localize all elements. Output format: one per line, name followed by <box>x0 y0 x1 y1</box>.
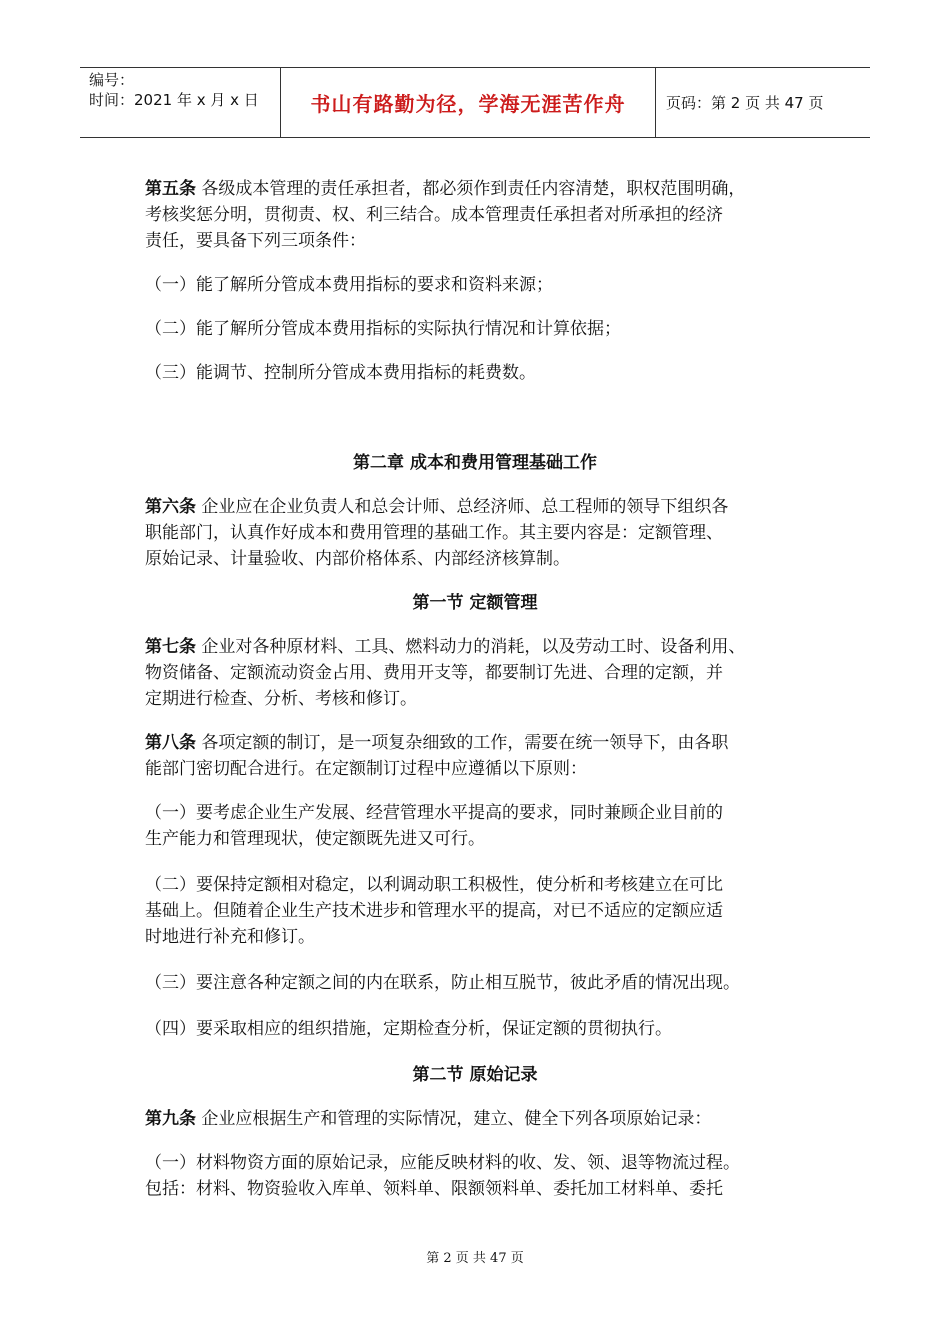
article-number: 第七条 <box>145 637 196 657</box>
article-text: 企业应根据生产和管理的实际情况，建立、健全下列各项原始记录： <box>196 1109 712 1129</box>
paragraph-line <box>145 634 805 660</box>
list-paragraph <box>145 1150 805 1202</box>
article-paragraph <box>145 730 805 782</box>
paragraph-line <box>145 730 805 756</box>
section-heading: 第二章 成本和费用管理基础工作 <box>353 453 597 473</box>
paragraph-line: （二）要保持定额相对稳定，以利调动职工积极性，使分析和考核建立在可比 <box>145 875 723 895</box>
list-paragraph <box>145 360 805 386</box>
paragraph-line <box>145 1106 805 1132</box>
article-number: 第八条 <box>145 733 196 753</box>
paragraph-line: 包括：材料、物资验收入库单、领料单、限额领料单、委托加工材料单、委托 <box>145 1179 723 1199</box>
paragraph-line: （三）能调节、控制所分管成本费用指标的耗费数。 <box>145 363 536 383</box>
list-paragraph <box>145 272 805 298</box>
section-heading: 第二节 原始记录 <box>412 1065 538 1085</box>
paragraph-line: （四）要采取相应的组织措施，定期检查分析，保证定额的贯彻执行。 <box>145 1019 672 1039</box>
paragraph-line: 考核奖惩分明，贯彻责、权、利三结合。成本管理责任承担者对所承担的经济 <box>145 205 723 225</box>
paragraph-line: 职能部门，认真作好成本和费用管理的基础工作。其主要内容是：定额管理、 <box>145 523 723 543</box>
paragraph-line: 基础上。但随着企业生产技术进步和管理水平的提高，对已不适应的定额应适 <box>145 901 723 921</box>
header-meta <box>80 68 281 137</box>
article-paragraph <box>145 494 805 572</box>
paragraph-line: （一）材料物资方面的原始记录，应能反映材料的收、发、领、退等物流过程。 <box>145 1153 740 1173</box>
article-number: 第六条 <box>145 497 196 517</box>
paragraph-line: 定期进行检查、分析、考核和修订。 <box>145 689 417 709</box>
article-text: 企业对各种原材料、工具、燃料动力的消耗，以及劳动工时、设备利用、 <box>196 637 746 657</box>
list-paragraph <box>145 872 805 950</box>
article-paragraph <box>145 634 805 712</box>
list-paragraph <box>145 316 805 342</box>
paragraph-line: （一）能了解所分管成本费用指标的要求和资料来源； <box>145 275 553 295</box>
paragraph-line: 生产能力和管理现状，使定额既先进又可行。 <box>145 829 485 849</box>
article-paragraph <box>145 1106 805 1132</box>
page-label: 页码：第 2 页 共 47 页 <box>666 94 824 112</box>
article-text: 各级成本管理的责任承担者，都必须作到责任内容清楚，职权范围明确， <box>196 179 746 199</box>
paragraph-line: 时地进行补充和修订。 <box>145 927 315 947</box>
motto: 书山有路勤为径，学海无涯苦作舟 <box>281 68 656 137</box>
paragraph-line: 能部门密切配合进行。在定额制订过程中应遵循以下原则： <box>145 759 587 779</box>
paragraph-line: （一）要考虑企业生产发展、经营管理水平提高的要求，同时兼顾企业目前的 <box>145 803 723 823</box>
paragraph-line: 原始记录、计量验收、内部价格体系、内部经济核算制。 <box>145 549 570 569</box>
list-paragraph <box>145 800 805 852</box>
page-footer: 第 2 页 共 47 页 <box>426 1251 524 1266</box>
page-header <box>80 67 870 138</box>
list-paragraph <box>145 1016 805 1042</box>
article-number: 第九条 <box>145 1109 196 1129</box>
article-text: 企业应在企业负责人和总会计师、总经济师、总工程师的领导下组织各 <box>196 497 729 517</box>
paragraph-line: （二）能了解所分管成本费用指标的实际执行情况和计算依据； <box>145 319 621 339</box>
paragraph-line <box>145 494 805 520</box>
paragraph-line: 物资储备、定额流动资金占用、费用开支等，都要制订先进、合理的定额，并 <box>145 663 723 683</box>
date-label: 时间：2021 年 x 月 x 日 <box>89 91 259 109</box>
article-paragraph <box>145 176 805 254</box>
document-body <box>145 158 805 1202</box>
paragraph-line: （三）要注意各种定额之间的内在联系，防止相互脱节，彼此矛盾的情况出现。 <box>145 973 740 993</box>
article-text: 各项定额的制订，是一项复杂细致的工作，需要在统一领导下，由各职 <box>196 733 729 753</box>
article-number: 第五条 <box>145 179 196 199</box>
section-heading: 第一节 定额管理 <box>412 593 538 613</box>
number-label: 编号： <box>89 71 135 89</box>
list-paragraph <box>145 970 805 996</box>
paragraph-line <box>145 176 805 202</box>
paragraph-line: 责任，要具备下列三项条件： <box>145 231 366 251</box>
